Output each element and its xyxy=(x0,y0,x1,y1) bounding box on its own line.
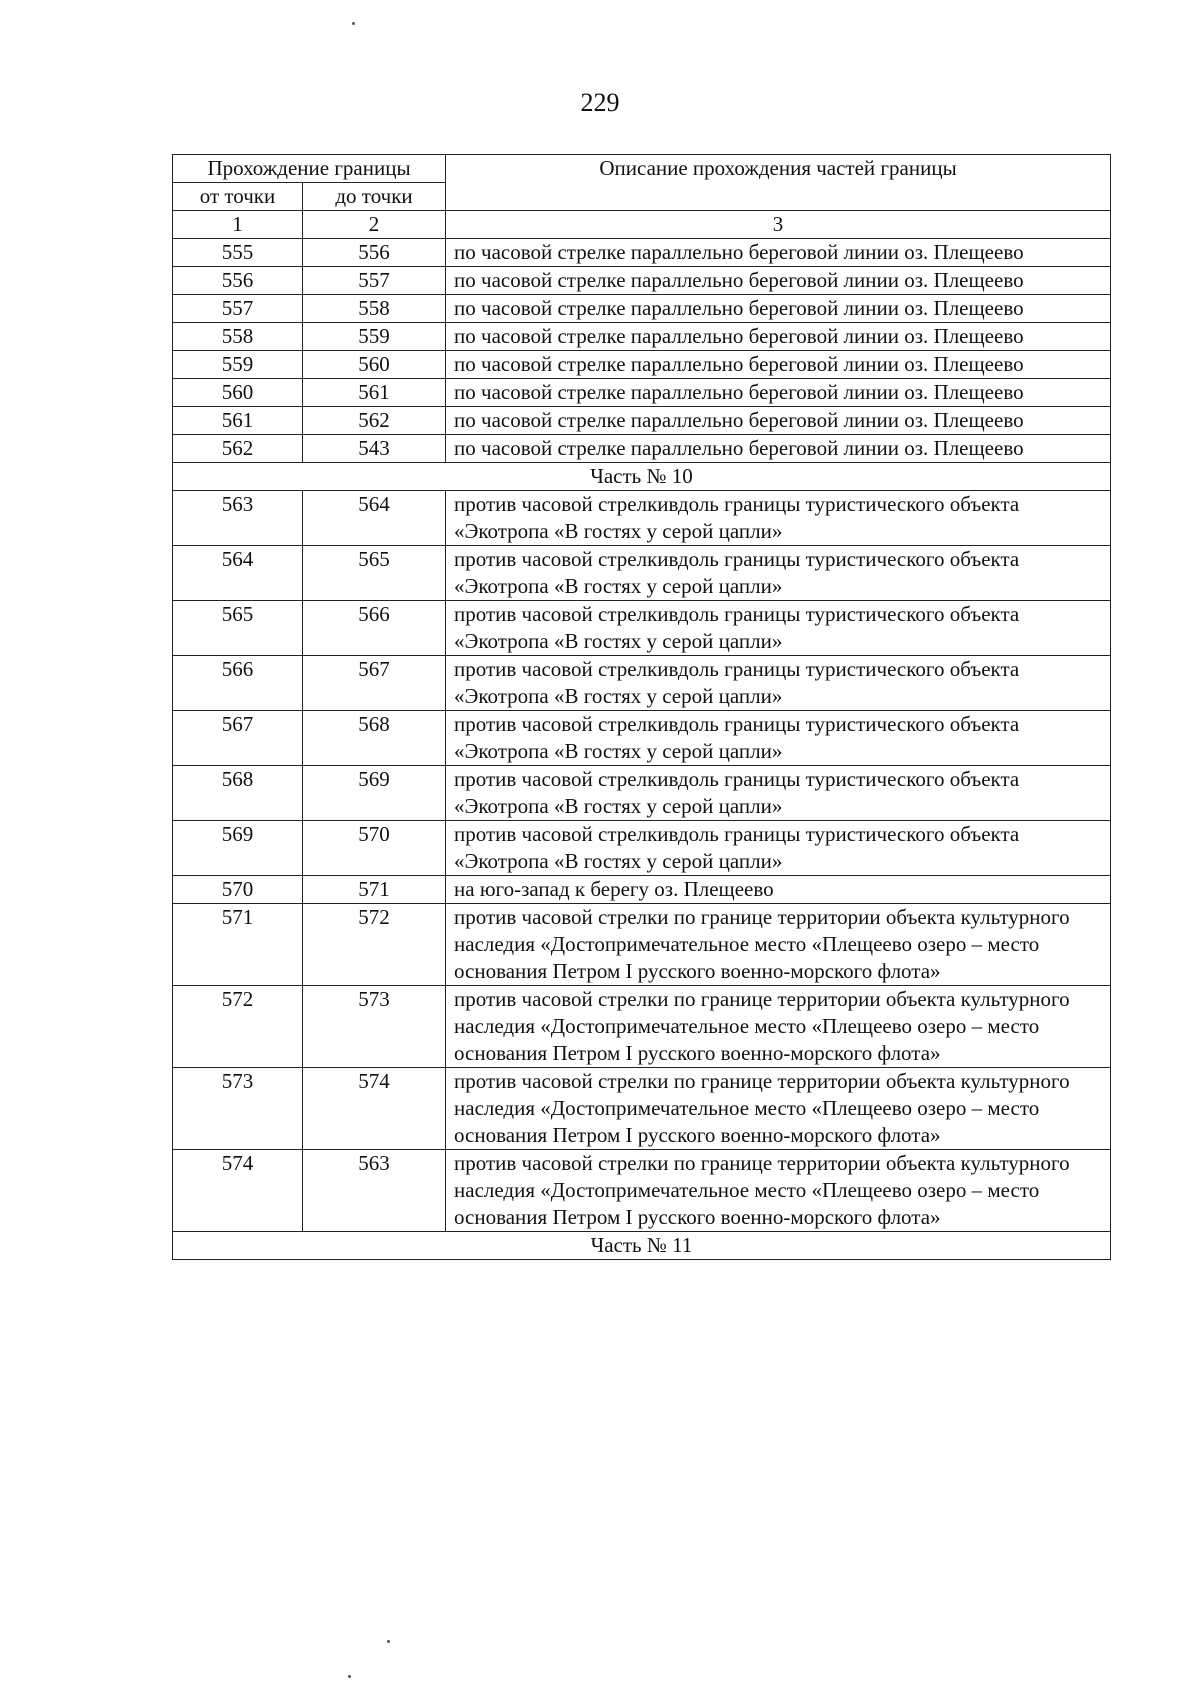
description-cell: против часовой стрелкивдоль границы туристического объекта «Экотропа «В гостях у серой цапли» xyxy=(446,656,1111,711)
from-point-cell: 557 xyxy=(173,295,303,323)
table-body xyxy=(173,239,1111,1260)
from-point-cell: 560 xyxy=(173,379,303,407)
description-cell: против часовой стрелкивдоль границы туристического объекта «Экотропа «В гостях у серой цапли» xyxy=(446,821,1111,876)
description-cell: против часовой стрелки по границе территории объекта культурного наследия «Достопримечательное место «Плещеево озеро – место основания Петром I русского военно-морского флота» xyxy=(446,1150,1111,1232)
from-point-cell: 570 xyxy=(173,876,303,904)
scan-speck xyxy=(348,1675,351,1678)
part-heading: Часть № 11 xyxy=(173,1232,1111,1260)
page-number: 229 xyxy=(580,88,620,117)
description-cell: по часовой стрелке параллельно береговой линии оз. Плещеево xyxy=(446,407,1111,435)
table-row xyxy=(173,407,1111,435)
from-point-cell: 569 xyxy=(173,821,303,876)
scan-speck xyxy=(387,1640,390,1643)
header-boundary-passage: Прохождение границы xyxy=(173,155,446,183)
header-to-point: до точки xyxy=(303,183,446,211)
description-cell: против часовой стрелкивдоль границы туристического объекта «Экотропа «В гостях у серой цапли» xyxy=(446,601,1111,656)
scan-speck xyxy=(352,22,355,25)
from-point-cell: 572 xyxy=(173,986,303,1068)
from-point-cell: 565 xyxy=(173,601,303,656)
description-cell: по часовой стрелке параллельно береговой линии оз. Плещеево xyxy=(446,351,1111,379)
from-point-cell: 567 xyxy=(173,711,303,766)
header-description: Описание прохождения частей границы xyxy=(446,155,1111,211)
from-point-cell: 558 xyxy=(173,323,303,351)
description-cell: по часовой стрелке параллельно береговой линии оз. Плещеево xyxy=(446,239,1111,267)
description-cell: по часовой стрелке параллельно береговой линии оз. Плещеево xyxy=(446,295,1111,323)
to-point-cell: 556 xyxy=(303,239,446,267)
description-cell: по часовой стрелке параллельно береговой линии оз. Плещеево xyxy=(446,267,1111,295)
to-point-cell: 569 xyxy=(303,766,446,821)
description-cell: на юго-запад к берегу оз. Плещеево xyxy=(446,876,1111,904)
table-row xyxy=(173,1150,1111,1232)
from-point-cell: 559 xyxy=(173,351,303,379)
part-heading-row xyxy=(173,463,1111,491)
to-point-cell: 572 xyxy=(303,904,446,986)
to-point-cell: 559 xyxy=(303,323,446,351)
to-point-cell: 567 xyxy=(303,656,446,711)
table-row xyxy=(173,821,1111,876)
header-col-number-2: 2 xyxy=(303,211,446,239)
to-point-cell: 558 xyxy=(303,295,446,323)
table-row xyxy=(173,351,1111,379)
description-cell: против часовой стрелки по границе территории объекта культурного наследия «Достопримечательное место «Плещеево озеро – место основания Петром I русского военно-морского флота» xyxy=(446,904,1111,986)
to-point-cell: 573 xyxy=(303,986,446,1068)
table-row xyxy=(173,491,1111,546)
description-cell: по часовой стрелке параллельно береговой линии оз. Плещеево xyxy=(446,379,1111,407)
to-point-cell: 543 xyxy=(303,435,446,463)
table-row xyxy=(173,267,1111,295)
to-point-cell: 566 xyxy=(303,601,446,656)
description-cell: против часовой стрелкивдоль границы туристического объекта «Экотропа «В гостях у серой цапли» xyxy=(446,546,1111,601)
table-row xyxy=(173,295,1111,323)
header-col-number-1: 1 xyxy=(173,211,303,239)
description-cell: против часовой стрелкивдоль границы туристического объекта «Экотропа «В гостях у серой цапли» xyxy=(446,491,1111,546)
from-point-cell: 568 xyxy=(173,766,303,821)
from-point-cell: 564 xyxy=(173,546,303,601)
table-row xyxy=(173,601,1111,656)
from-point-cell: 563 xyxy=(173,491,303,546)
description-cell: против часовой стрелкивдоль границы туристического объекта «Экотропа «В гостях у серой цапли» xyxy=(446,766,1111,821)
from-point-cell: 562 xyxy=(173,435,303,463)
to-point-cell: 557 xyxy=(303,267,446,295)
from-point-cell: 561 xyxy=(173,407,303,435)
part-heading-row xyxy=(173,1232,1111,1260)
to-point-cell: 564 xyxy=(303,491,446,546)
to-point-cell: 570 xyxy=(303,821,446,876)
to-point-cell: 568 xyxy=(303,711,446,766)
table-row xyxy=(173,711,1111,766)
part-heading: Часть № 10 xyxy=(173,463,1111,491)
description-cell: против часовой стрелки по границе территории объекта культурного наследия «Достопримечательное место «Плещеево озеро – место основания Петром I русского военно-морского флота» xyxy=(446,1068,1111,1150)
description-cell: против часовой стрелки по границе территории объекта культурного наследия «Достопримечательное место «Плещеево озеро – место основания Петром I русского военно-морского флота» xyxy=(446,986,1111,1068)
table-row xyxy=(173,435,1111,463)
table-header xyxy=(173,155,1111,239)
table-row xyxy=(173,1068,1111,1150)
table-row xyxy=(173,323,1111,351)
header-col-number-3: 3 xyxy=(446,211,1111,239)
table-row xyxy=(173,766,1111,821)
to-point-cell: 565 xyxy=(303,546,446,601)
table-row xyxy=(173,986,1111,1068)
description-cell: против часовой стрелкивдоль границы туристического объекта «Экотропа «В гостях у серой цапли» xyxy=(446,711,1111,766)
description-cell: по часовой стрелке параллельно береговой линии оз. Плещеево xyxy=(446,323,1111,351)
table-row xyxy=(173,546,1111,601)
to-point-cell: 574 xyxy=(303,1068,446,1150)
from-point-cell: 571 xyxy=(173,904,303,986)
from-point-cell: 555 xyxy=(173,239,303,267)
table-row xyxy=(173,239,1111,267)
from-point-cell: 574 xyxy=(173,1150,303,1232)
to-point-cell: 560 xyxy=(303,351,446,379)
to-point-cell: 571 xyxy=(303,876,446,904)
to-point-cell: 562 xyxy=(303,407,446,435)
description-cell: по часовой стрелке параллельно береговой линии оз. Плещеево xyxy=(446,435,1111,463)
table-row xyxy=(173,379,1111,407)
table-row xyxy=(173,656,1111,711)
header-from-point: от точки xyxy=(173,183,303,211)
to-point-cell: 563 xyxy=(303,1150,446,1232)
boundary-table xyxy=(172,154,1111,1260)
table-row xyxy=(173,876,1111,904)
from-point-cell: 573 xyxy=(173,1068,303,1150)
to-point-cell: 561 xyxy=(303,379,446,407)
table-row xyxy=(173,904,1111,986)
from-point-cell: 566 xyxy=(173,656,303,711)
from-point-cell: 556 xyxy=(173,267,303,295)
